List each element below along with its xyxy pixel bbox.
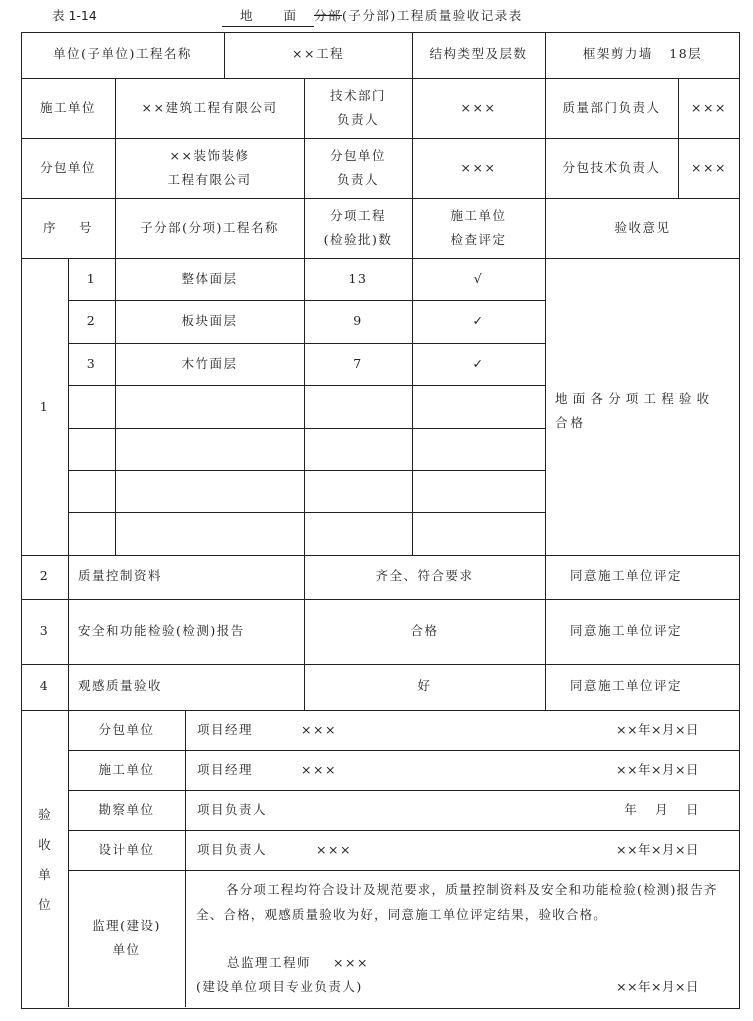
col-header-eval-line1: 施工单位 [450, 208, 507, 223]
row-number: 2 [39, 568, 50, 583]
title-strike-text: 分部 [314, 8, 343, 23]
acceptance-person: ××× [301, 762, 337, 777]
table-number: 表 1-14 [52, 8, 97, 23]
section1-opinion-line2: 合格 [555, 415, 587, 430]
page-title [222, 10, 523, 27]
row-label: 观感质量验收 [78, 678, 163, 693]
title-underline-part [222, 10, 314, 27]
construction-unit-value: ××建筑工程有限公司 [141, 100, 278, 115]
item-number: 3 [86, 356, 97, 371]
item-count: 13 [348, 271, 368, 286]
check-mark-icon: ✓ [472, 356, 485, 371]
sub-unit-value-line2: 工程有限公司 [167, 172, 252, 187]
row-label: 质量控制资料 [78, 568, 163, 583]
sub-unit-head-label-line1: 分包单位 [329, 148, 386, 163]
quality-dept-label: 质量部门负责人 [562, 100, 661, 115]
grid-line [68, 428, 545, 429]
chief-supervisor-label: 总监理工程师 [227, 955, 312, 970]
section1-opinion [555, 387, 735, 435]
grid-line [68, 343, 545, 344]
col-header-eval-line2: 检查评定 [450, 232, 507, 247]
item-name: 整体面层 [181, 271, 238, 286]
unit-project-label: 单位(子单位)工程名称 [53, 46, 192, 61]
col-header-count [304, 204, 412, 252]
side-label-char: 单 [38, 867, 51, 882]
grid-line [545, 555, 546, 710]
item-number: 2 [86, 313, 97, 328]
tech-dept-label-line2: 负责人 [336, 112, 379, 127]
supervisor-opinion: 各分项工程均符合设计及规范要求，质量控制资料及安全和功能检验(检测)报告齐全、合格，观感质量验收为好，同意施工单位评定结果，验收合格。 [196, 882, 718, 922]
sub-unit-value [115, 144, 304, 192]
sub-unit-head-label [304, 144, 412, 192]
col-header-eval [412, 204, 545, 252]
tech-dept-label [304, 84, 412, 132]
grid-line [21, 664, 740, 665]
structure-value: 框架剪力墙 18层 [582, 46, 703, 61]
grid-line [678, 78, 679, 198]
grid-line [68, 710, 69, 1007]
title-word-2: 面 [283, 8, 298, 23]
row-label: 安全和功能检验(检测)报告 [78, 623, 245, 638]
grid-line [68, 790, 740, 791]
acceptance-unit: 设计单位 [98, 842, 155, 857]
sub-unit-label: 分包单位 [39, 160, 96, 175]
chief-supervisor-person: ××× [333, 955, 369, 970]
sub-unit-value-line1: ××装饰装修 [169, 148, 250, 163]
acceptance-date: ××年×月×日 [616, 762, 699, 777]
grid-line [21, 138, 740, 139]
side-label-char: 验 [38, 807, 51, 822]
check-mark-icon: ✓ [472, 313, 485, 328]
section1-opinion-line1: 地面各分项工程验收 [555, 391, 715, 406]
acceptance-role: 项目负责人 [197, 802, 268, 817]
grid-line [68, 830, 740, 831]
row-value: 齐全、符合要求 [375, 568, 474, 583]
grid-line [545, 258, 546, 555]
title-rest: (子分部)工程质量验收记录表 [342, 8, 523, 23]
grid-line [21, 78, 740, 79]
grid-line [68, 470, 545, 471]
supervisor-label [68, 914, 185, 962]
col-header-opinion: 验收意见 [614, 220, 671, 235]
grid-line [304, 258, 305, 555]
col-header-count-line1: 分项工程 [329, 208, 386, 223]
grid-line [21, 710, 740, 711]
owner-representative-label: (建设单位项目专业负责人) [196, 979, 363, 994]
acceptance-person: ××× [316, 842, 352, 857]
unit-project-value: ××工程 [292, 46, 344, 61]
construction-unit-label: 施工单位 [39, 100, 96, 115]
row-number: 3 [39, 623, 50, 638]
check-mark-icon: √ [473, 271, 484, 286]
side-label-char: 收 [38, 837, 51, 852]
acceptance-role: 项目经理 [197, 762, 254, 777]
acceptance-date: ××年×月×日 [616, 722, 699, 737]
grid-line [115, 258, 116, 555]
acceptance-unit: 分包单位 [98, 722, 155, 737]
acceptance-unit: 施工单位 [98, 762, 155, 777]
row-opinion: 同意施工单位评定 [570, 678, 683, 693]
acceptance-role: 项目经理 [197, 722, 254, 737]
acceptance-date: 年 月 日 [624, 802, 699, 817]
acceptance-role: 项目负责人 [197, 842, 268, 857]
grid-line [68, 870, 740, 871]
supervisor-label-line1: 监理(建设) [92, 918, 161, 933]
tech-dept-label-line1: 技术部门 [329, 88, 386, 103]
grid-line [21, 258, 740, 259]
item-number: 1 [86, 271, 97, 286]
item-name: 板块面层 [181, 313, 238, 328]
col-header-name: 子分部(分项)工程名称 [140, 220, 279, 235]
item-name: 木竹面层 [181, 356, 238, 371]
structure-label: 结构类型及层数 [429, 46, 528, 61]
row-value: 合格 [410, 623, 439, 638]
title-word-1: 地 [240, 8, 255, 23]
supervisor-date: ××年×月×日 [616, 979, 699, 994]
acceptance-person: ××× [301, 722, 337, 737]
col-header-count-line2: (检验批)数 [323, 232, 393, 247]
supervisor-label-line2: 单位 [112, 942, 141, 957]
item-count: 9 [353, 313, 363, 328]
grid-line [68, 258, 69, 555]
sub-unit-head-value: ××× [460, 160, 497, 175]
grid-line [412, 258, 413, 555]
sub-unit-head-label-line2: 负责人 [336, 172, 379, 187]
grid-line [68, 300, 545, 301]
row-opinion: 同意施工单位评定 [570, 623, 683, 638]
acceptance-side-label [21, 800, 68, 920]
grid-line [185, 710, 186, 1007]
grid-line [21, 599, 740, 600]
quality-dept-value: ××× [691, 100, 727, 115]
row-opinion: 同意施工单位评定 [570, 568, 683, 583]
grid-line [68, 555, 69, 710]
grid-line [68, 750, 740, 751]
tech-dept-value: ××× [460, 100, 497, 115]
grid-line [68, 385, 545, 386]
item-count: 7 [353, 356, 363, 371]
section1-number: 1 [39, 399, 50, 414]
sub-tech-value: ××× [691, 160, 727, 175]
acceptance-unit: 勘察单位 [98, 802, 155, 817]
acceptance-date: ××年×月×日 [616, 842, 699, 857]
col-header-seq: 序 号 [43, 220, 93, 235]
grid-line [21, 555, 740, 556]
grid-line [68, 512, 545, 513]
row-value: 好 [417, 678, 432, 693]
grid-line [21, 198, 740, 199]
row-number: 4 [39, 678, 50, 693]
side-label-char: 位 [38, 897, 51, 912]
sub-tech-label: 分包技术负责人 [562, 160, 661, 175]
